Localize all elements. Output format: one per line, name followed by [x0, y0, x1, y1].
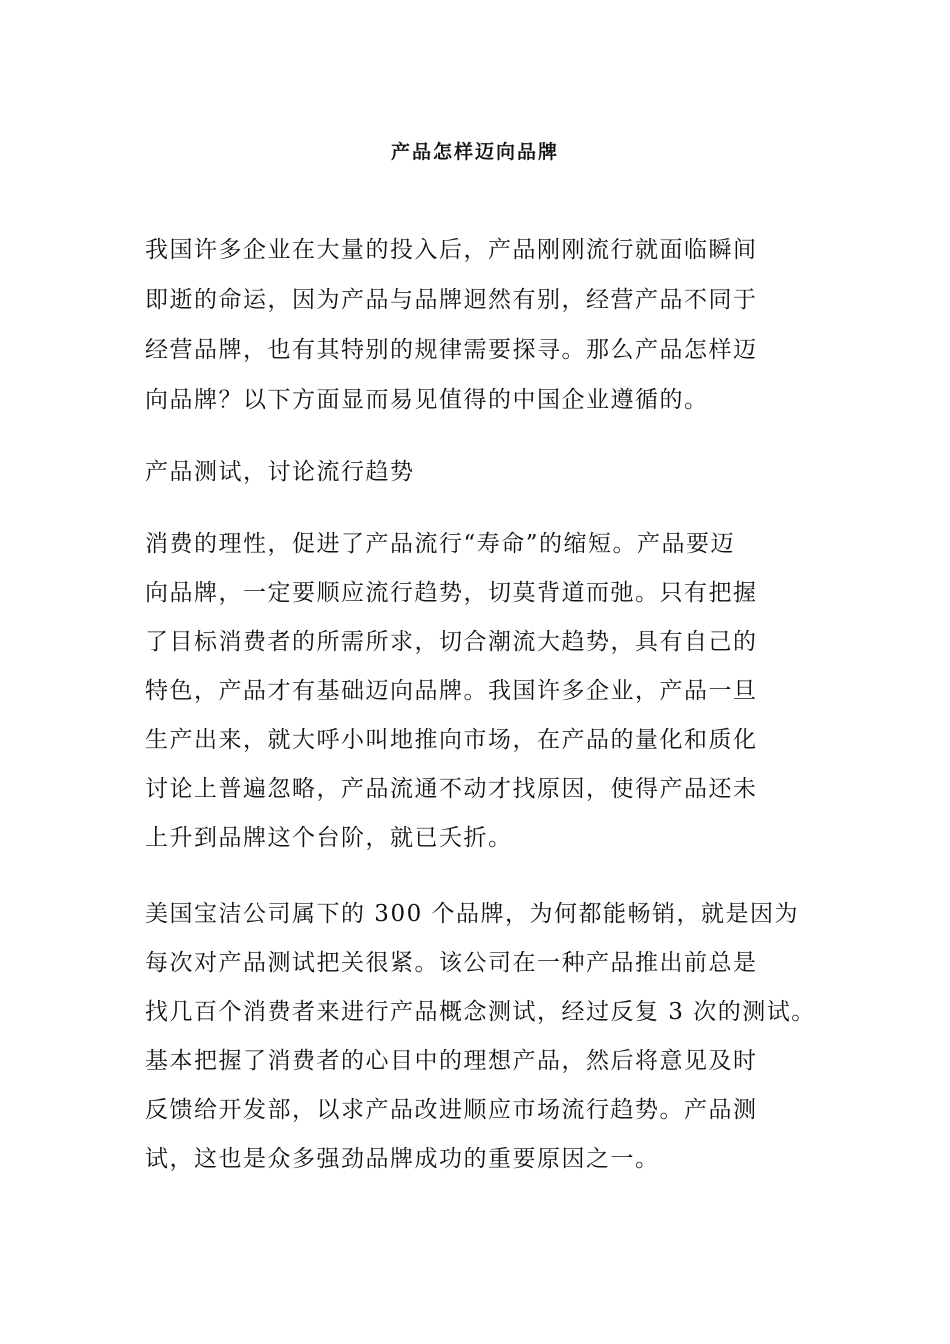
paragraph-4-line-6: 试，这也是众多强劲品牌成功的重要原因之一。 — [145, 1146, 660, 1172]
paragraph-3-line-1: 消费的理性，促进了产品流行“寿命”的缩短。产品要迈 — [145, 531, 736, 557]
section-heading: 产品测试，讨论流行趋势 — [145, 459, 415, 485]
paragraph-1-line-1: 我国许多企业在大量的投入后，产品刚刚流行就面临瞬间 — [145, 237, 758, 263]
paragraph-3-line-4: 特色，产品才有基础迈向品牌。我国许多企业，产品一旦 — [145, 678, 758, 704]
paragraph-3-line-2: 向品牌，一定要顺应流行趋势，切莫背道而弛。只有把握 — [145, 580, 758, 606]
paragraph-3-line-3: 了目标消费者的所需所求，切合潮流大趋势，具有自己的 — [145, 629, 758, 655]
paragraph-4-line-5: 反馈给开发部，以求产品改进顺应市场流行趋势。产品测 — [145, 1097, 758, 1123]
paragraph-4-line-4: 基本把握了消费者的心目中的理想产品，然后将意见及时 — [145, 1048, 758, 1074]
paragraph-1-line-2: 即逝的命运，因为产品与品牌迥然有别，经营产品不同于 — [145, 287, 758, 313]
paragraph-1-line-3: 经营品牌，也有其特别的规律需要探寻。那么产品怎样迈 — [145, 337, 758, 363]
paragraph-4-line-2: 每次对产品测试把关很紧。该公司在一种产品推出前总是 — [145, 950, 758, 976]
paragraph-3-line-7: 上升到品牌这个台阶，就已夭折。 — [145, 825, 513, 851]
paragraph-4-line-3: 找几百个消费者来进行产品概念测试，经过反复 3 次的测试。 — [145, 999, 816, 1025]
paragraph-1-line-4: 向品牌？以下方面显而易见值得的中国企业遵循的。 — [145, 387, 709, 413]
document-title: 产品怎样迈向品牌 — [390, 141, 559, 163]
paragraph-3-line-6: 讨论上普遍忽略，产品流通不动才找原因，使得产品还未 — [145, 776, 758, 802]
paragraph-3-line-5: 生产出来，就大呼小叫地推向市场，在产品的量化和质化 — [145, 727, 758, 753]
paragraph-4-line-1: 美国宝洁公司属下的 300 个品牌，为何都能畅销，就是因为 — [145, 901, 800, 927]
